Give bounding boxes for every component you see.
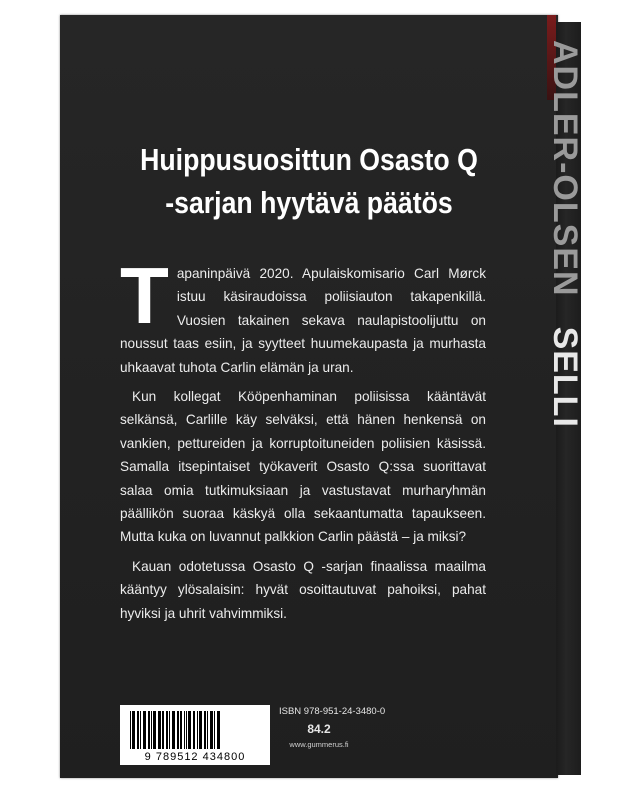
barcode-bar — [207, 711, 208, 749]
barcode-bar — [214, 711, 215, 749]
blurb-paragraph-3: Kauan odotetussa Osasto Q -sarjan finaalissa maailma kääntyy ylösalaisin: hyvät osoittautuvat pahoiksi, pahat hyviksi ja uhrit vahvimmiksi. — [120, 558, 486, 621]
barcode-bar — [172, 711, 175, 749]
barcode-digits: 9 789512 434800 — [144, 751, 246, 763]
barcode-bar — [148, 711, 150, 749]
barcode-bar — [217, 711, 220, 749]
barcode-bar — [193, 711, 195, 749]
barcode-bar — [188, 711, 191, 749]
headline — [95, 138, 523, 224]
barcode-bar — [186, 711, 187, 749]
barcode-bar — [158, 711, 161, 749]
headline-line-2: -sarjan hyytävä päätös — [165, 185, 453, 220]
barcode-bar — [137, 711, 139, 749]
barcode-bar — [197, 711, 198, 749]
blurb-paragraph-2: Kun kollegat Kööpenhaminan poliisissa kääntävät selkänsä, Carlille käy selväksi, että hänen henkensä on vankien, pettureiden ja korruptoituneiden poliisien käsissä. Samalla itsepintaiset työkaverit Osasto Q:ssa suorittavat salaa omia tutkimuksiaan ja vastustavat murharyhmän päällikön suoraa käskyä olla sekaantumatta tapaukseen. Mutta kuka on luvannut palkkion Carlin päästä – ja miksi? — [120, 389, 486, 545]
blurb — [120, 251, 486, 631]
barcode-bar — [210, 711, 213, 749]
barcode-bar — [140, 711, 141, 749]
barcode-bar — [130, 711, 131, 749]
isbn-text: ISBN 978-951-24-3480-0 — [279, 706, 386, 717]
barcode-bar — [169, 711, 170, 749]
drop-cap: T — [120, 251, 169, 340]
barcode-bar — [184, 711, 185, 749]
spine-author: ADLER-OLSEN — [546, 40, 584, 297]
barcode-bar — [162, 711, 164, 749]
barcode-bar — [204, 711, 206, 749]
barcode-bar — [180, 711, 182, 749]
spine-title — [546, 40, 584, 740]
barcode-bar — [199, 711, 202, 749]
class-number: 84.2 — [307, 722, 331, 736]
publisher-website: www.gummerus.fi — [289, 740, 349, 749]
barcode-bar — [132, 711, 135, 749]
barcode-bar — [177, 711, 179, 749]
barcode-bar — [166, 711, 168, 749]
blurb-paragraph-1 — [120, 251, 486, 379]
barcode-bar — [143, 711, 146, 749]
blurb-paragraph-1-text: apaninpäivä 2020. Apulaiskomisario Carl Mørck istuu käsiraudoissa poliisiauton takapenkillä. Vuosien takainen sekava naulapistoolijuttu on noussut taas esiin, ja syytteet huumekaupasta ja murhasta uhkaavat tuhota Carlin elämän ja uran. — [120, 266, 486, 375]
headline-line-1: Huippusuosittun Osasto Q — [140, 142, 478, 177]
spine-book-title: SELLI — [546, 326, 584, 428]
barcode-bars — [120, 705, 270, 751]
barcode-bar — [153, 711, 156, 749]
barcode — [120, 705, 270, 765]
barcode-bar — [151, 711, 152, 749]
